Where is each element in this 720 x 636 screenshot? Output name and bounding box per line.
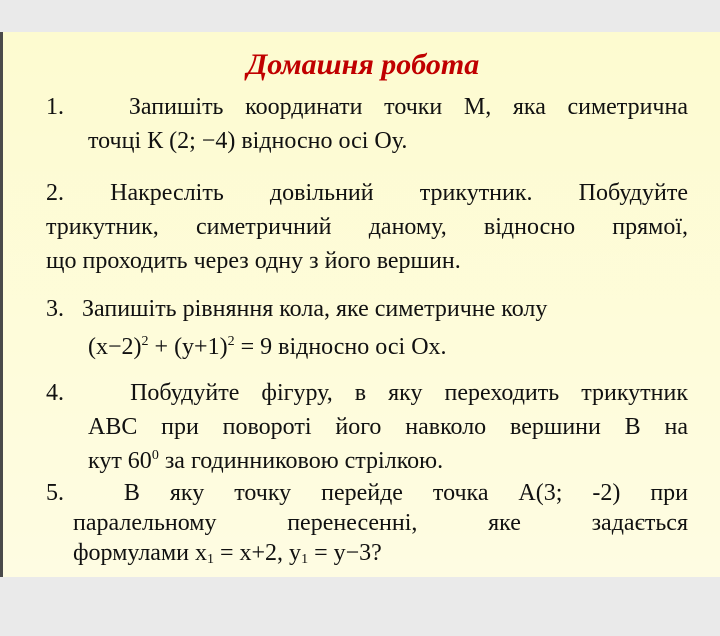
- task-3-number: 3.: [46, 296, 64, 322]
- task-2-line-2: трикутник, симетричний даному, відносно прямої,: [46, 214, 688, 240]
- task-5-line-2: паралельному перенесенні, яке задається: [73, 510, 688, 536]
- task-2-line-3: що проходить через одну з його вершин.: [46, 248, 461, 274]
- task-5-number: 5.: [46, 480, 64, 506]
- task-1-number: 1.: [46, 94, 64, 120]
- task-3: [46, 292, 688, 364]
- task-5: [46, 478, 688, 568]
- task-2: [46, 176, 688, 278]
- task-3-equation: $(x-2)^2 + (y+1)^2 = 9$ відносно осі Ох.: [88, 334, 447, 360]
- task-4-line-2: АВС при повороті його навколо вершини В на: [88, 414, 688, 440]
- task-5-line-1: 5. В яку точку перейде точка А(3; -2) при: [46, 480, 689, 506]
- slide: [0, 32, 720, 577]
- task-3-line-1: 3. Запишіть рівняння кола, яке симетричне колу: [46, 292, 688, 326]
- task-4: [46, 376, 688, 478]
- slide-title: Домашня робота: [246, 48, 480, 81]
- task-2-number: 2.: [46, 180, 64, 206]
- task-4-line-3: кут $60^0$ за годинниковою стрілкою.: [88, 448, 444, 474]
- task-1-line-1: 1. Запишіть координати точки М, яка симетрична: [46, 90, 688, 124]
- task-4-line-1: 4. Побудуйте фігуру, в яку переходить трикутник: [46, 376, 688, 410]
- task-5-line-3: формулами $x_1 = x+2$, $y_1 = y-3$?: [73, 540, 382, 567]
- task-1: [46, 90, 688, 158]
- task-4-number: 4.: [46, 380, 64, 406]
- task-2-line-1: 2. Накресліть довільний трикутник. Побудуйте: [46, 176, 688, 210]
- task-1-line-2: точці К (2; −4) відносно осі Оу.: [88, 128, 408, 154]
